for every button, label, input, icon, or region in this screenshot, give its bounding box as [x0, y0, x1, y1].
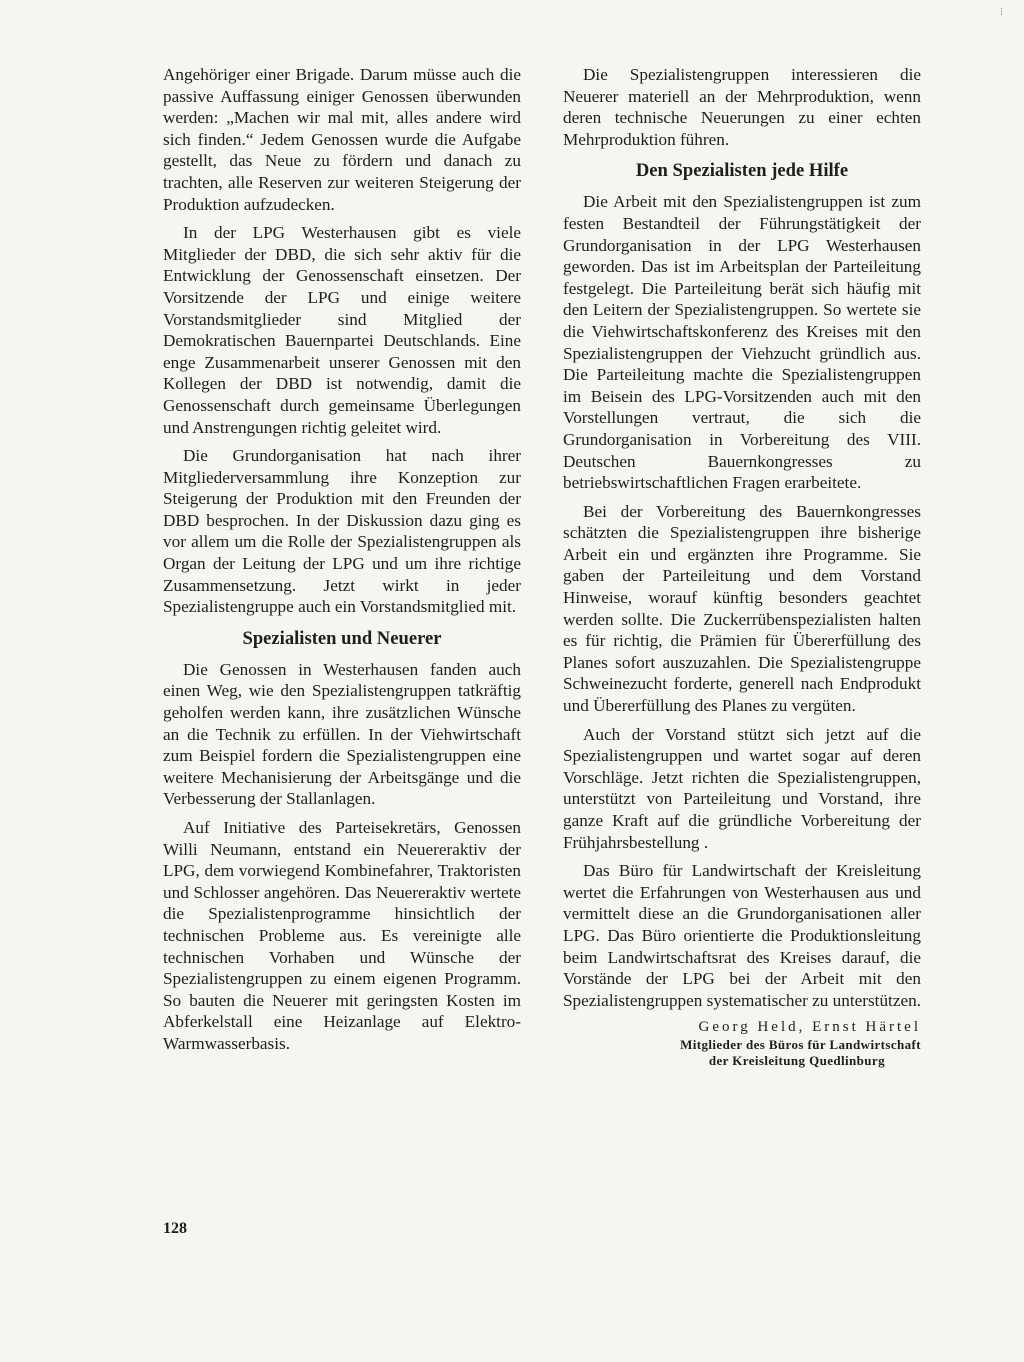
paragraph: Die Genossen in Westerhausen fanden auch einen Weg, wie den Spezialistengruppen tatkräftig geholfen werden kann, ihre zusätzlichen Wünsche an die Technik zu erfüllen. In der Viehwirtschaft zum Beispiel fordern die Spezialistengruppen eine weitere Mechanisierung der Arbeitsgänge und die Verbesserung der Stallanlagen.	[163, 659, 521, 809]
section-heading: Spezialisten und Neuerer	[242, 627, 442, 649]
author-affiliation-line: Mitglieder des Büros für Landwirtschaft	[680, 1037, 921, 1053]
paragraph: Die Spezialistengruppen interessieren die Neuerer materiell an der Mehrproduktion, wenn deren technische Neuerungen zu einer echten Mehrproduktion führen.	[563, 65, 921, 149]
section-heading: Den Spezialisten jede Hilfe	[635, 160, 849, 182]
paragraph: Bei der Vorbereitung des Bauernkongresses schätzten die Spezialistengruppen ihre bisherige Arbeit ein und ergänzten ihre Programme. Sie gaben der Parteileitung und dem Vorstand Hinweise, worauf künftig besonders geachtet werden sollte. Die Zuckerrübenspezialisten halten es für richtig, die Prämien für Übererfüllung des Planes sofort auszuzahlen. Die Spezialistengruppe Schweinezucht forderte, generell nach Endprodukt und Übererfüllung des Planes zu vergüten.	[563, 501, 921, 716]
paragraph: Die Grundorganisation hat nach ihrer Mitgliederversammlung ihre Konzeption zur Steigerung der Produktion mit den Freunden der DBD besprochen. In der Diskussion dazu ging es vor allem um die Rolle der Spezialistengruppen als Organ der Leitung der LPG und um ihre richtige Zusammensetzung. Jetzt wirkt in jeder Spezialistengruppe auch ein Vorstandsmitglied mit.	[163, 446, 521, 617]
scan-speck: ⁞	[1000, 6, 1004, 18]
paragraph: In der LPG Westerhausen gibt es viele Mitglieder der DBD, die sich sehr aktiv für die Entwicklung der Genossenschaft einsetzen. Der Vorsitzende der LPG und einige weitere Vorstandsmitglieder sind Mitglied der Demokratischen Bauernpartei Deutschlands. Eine enge Zusammenarbeit unserer Genossen mit den Kollegen der DBD ist notwendig, damit die Genossenschaft durch gemeinsame Überlegungen und Anstrengungen richtig geleitet wird.	[163, 223, 521, 437]
right-column	[563, 64, 921, 1069]
author-affiliation-line: der Kreisleitung Quedlinburg	[708, 1053, 885, 1069]
author-names: Georg Held, Ernst Härtel	[698, 1019, 921, 1036]
left-column	[163, 64, 521, 1055]
paragraph: Die Arbeit mit den Spezialistengruppen ist zum festen Bestandteil der Führungstätigkeit der Grundorganisation in der LPG Westerhausen geworden. Das ist im Arbeitsplan der Parteileitung festgelegt. Die Parteileitung berät sich häufig mit den Leitern der Spezialistengruppen. So wertete sie die Viehwirtschaftskonferenz des Kreises mit den Spezialistengruppen der Viehzucht gründlich aus. Die Parteileitung machte die Spezialistengruppen im Beisein des LPG-Vorsitzenden auch mit den Vorstellungen vertraut, die sich die Grundorganisation in Vorbereitung des VIII. Deutschen Bauernkongresses zu betriebswirtschaftlichen Fragen erarbeitete.	[563, 192, 921, 493]
paragraph: Angehöriger einer Brigade. Darum müsse auch die passive Auffassung einiger Genossen überwunden werden: „Machen wir mal mit, alles andere wird sich finden.“ Jedem Genossen wurde die Aufgabe gestellt, das Neue zu fördern und danach zu trachten, alle Reserven zur weiteren Steigerung der Produktion aufzudecken.	[163, 65, 521, 214]
author-signature	[563, 1017, 921, 1069]
paragraph: Auch der Vorstand stützt sich jetzt auf die Spezialistengruppen und wartet sogar auf deren Vorschläge. Jetzt richten die Spezialistengruppen, unterstützt von Parteileitung und Vorstand, ihre ganze Kraft auf die gründliche Vorbereitung der Frühjahrsbestellung .	[563, 724, 921, 852]
page-number: 128	[163, 1220, 187, 1237]
paragraph: Das Büro für Landwirtschaft der Kreisleitung wertet die Erfahrungen von Westerhausen aus und vermittelt diese an die Grundorganisationen aller LPG. Das Büro orientierte die Produktionsleitung beim Landwirtschaftsrat des Kreises darauf, die Vorstände der LPG bei der Arbeit mit den Spezialistengruppen systematischer zu unterstützen.	[563, 861, 921, 1010]
paragraph: Auf Initiative des Parteisekretärs, Genossen Willi Neumann, entstand ein Neuereraktiv der LPG, dem vorwiegend Kombinefahrer, Traktoristen und Schlosser angehören. Das Neuereraktiv wertete die Spezialistenprogramme hinsichtlich der technischen Probleme aus. Es vereinigte alle technischen Vorhaben und Wünsche der Spezialistengruppen zu einem eigenen Programm. So bauten die Neuerer mit geringsten Kosten im Abferkelstall eine Heizanlage auf Elektro-Warmwasserbasis.	[163, 818, 521, 1053]
